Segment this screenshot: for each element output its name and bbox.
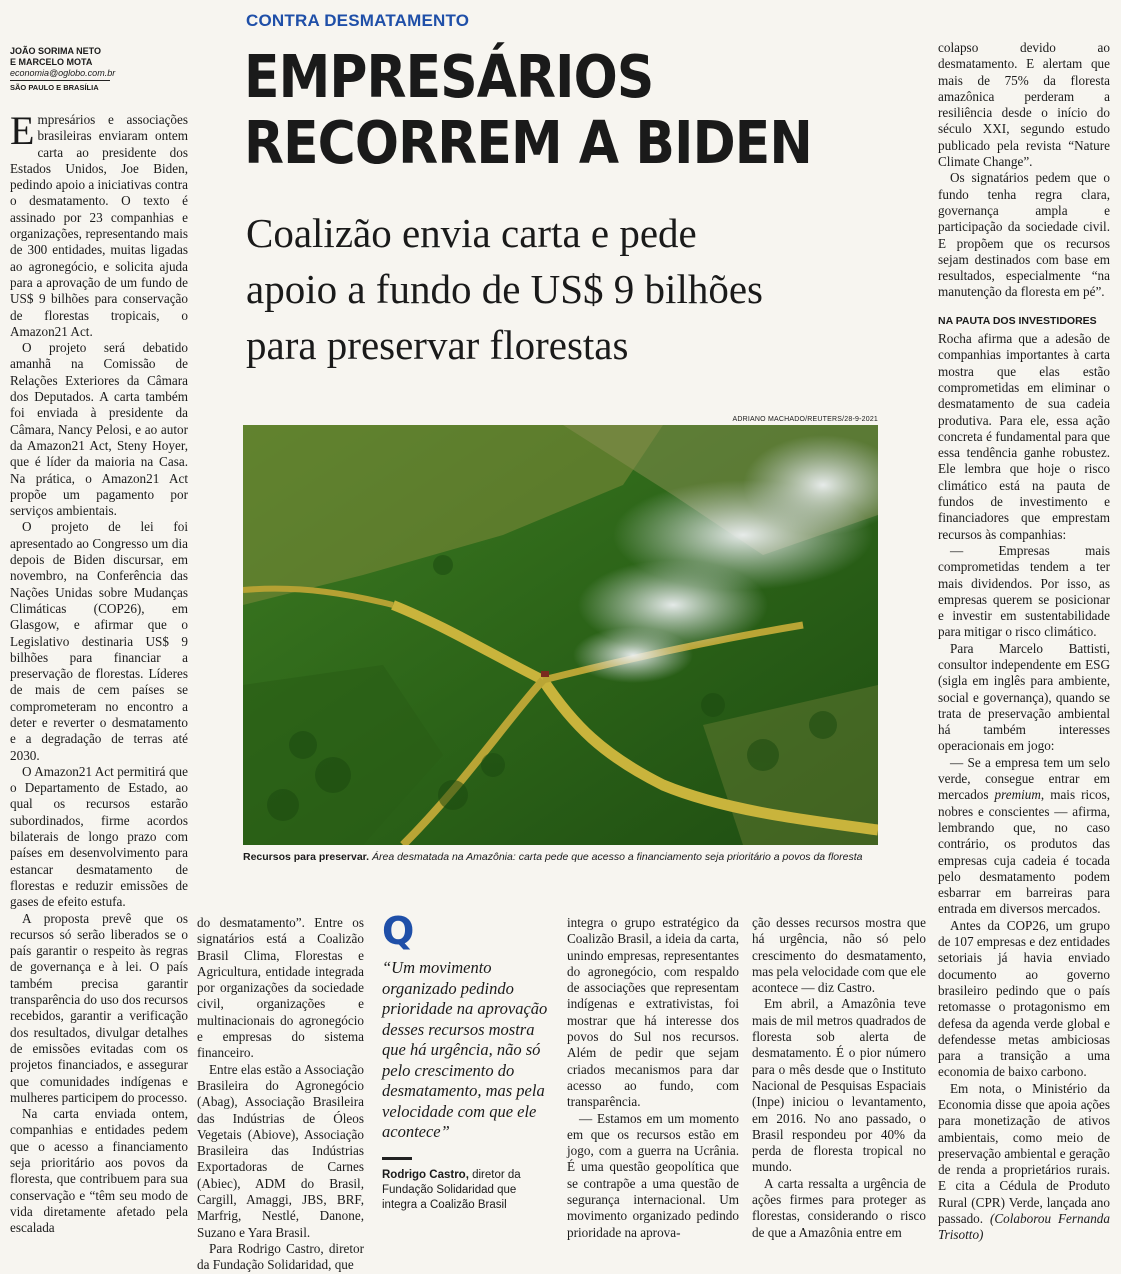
quote-author-name: Rodrigo Castro,: [382, 1168, 469, 1181]
col1-paragraph-3: O projeto de lei foi apresentado ao Congresso um dia depois de Biden discursar, em novembro, na Conferência das Nações Unidas sobre Mudanças Climáticas (COP26), em Glasgow, e afirmar que o Legislativo destinaria US$ 9 bilhões para financiar a preservação de florestas. Líderes de mais de cem países se comprometeram no encontro a deter e reverter o desmatamento e a degradação de terras até 2030.: [10, 519, 188, 763]
col6-paragraph-8: Em nota, o Ministério da Economia disse que apoia ações para monetização de ativos ambientais, como meio de preservação ambiental e geração de renda a proprietários rurais. E cita a Cédula de Produto Rural (CPR) Verde, lançada ano passado. (Colaborou Fernanda Trisotto): [938, 1080, 1110, 1243]
col2-paragraph-3: Para Rodrigo Castro, diretor da Fundação Solidaridad, que: [197, 1240, 364, 1273]
col1-paragraph-4: O Amazon21 Act permitirá que o Departamento de Estado, ao qual os recursos estarão subordinados, firme acordos bilaterais de longo prazo com países em desenvolvimento para estancar desmatamento de florestas e reduzir emissões de gases de efeito estufa.: [10, 763, 188, 910]
col6-paragraph-3: Rocha afirma que a adesão de companhias importantes à carta mostra que elas estão comprometidas em eliminar o desmatamento de sua cadeia produtiva. Para ele, essa ação concreta é fundamental para que essa tendência ganhe robustez. Ele lembra que hoje o risco climático está na pauta de fundos de investimento e financiadores que emprestam recursos às companhias:: [938, 331, 1110, 542]
col6-paragraph-7: Antes da COP26, um grupo de 107 empresas e dez entidades setoriais já havia enviado documento ao governo brasileiro pedindo que o país retomasse o protagonismo em defesa da agenda verde global e defendesse metas ambiciosas para a transição a uma economia de baixo carbono.: [938, 917, 1110, 1080]
byline-authors: JOÃO SORIMA NETO: [10, 46, 102, 56]
column-2: [197, 915, 364, 1274]
col6-paragraph-2: Os signatários pedem que o fundo tenha regra clara, governança ampla e participação da sociedade civil. E propõem que os recursos sejam destinados com base em resultados, especialmente “na manutenção da floresta em pé”.: [938, 170, 1110, 300]
headline-line-1: EMPRESÁRIOS: [244, 42, 654, 111]
col2-paragraph-1: do desmatamento”. Entre os signatários está a Coalizão Brasil Clima, Florestas e Agricultura, entidade integrada por organizações da sociedade civil, organizações e multinacionais do agronegócio e empresas do sistema financeiro.: [197, 915, 364, 1061]
drop-cap: E: [10, 108, 35, 153]
col2-paragraph-2: Entre elas estão a Associação Brasileira do Agronegócio (Abag), Associação Brasileira das Indústrias de Óleos Vegetais (Abiove), Associação Brasileira das Indústrias Exportadoras de Carnes (Abiec), ADM do Brasil, Cargill, Amaggi, JBS, BRF, Marfrig, Nestlé, Danone, Suzano e Yara Brasil.: [197, 1061, 364, 1240]
byline-location: SÃO PAULO E BRASÍLIA: [10, 83, 99, 92]
subhead-line-2: apoio a fundo de US$ 9 bilhões: [246, 266, 763, 312]
col6-paragraph-6: — Se a empresa tem um selo verde, consegue entrar em mercados premium, mais ricos, nobres e conscientes — afirma, lembrando que, no caso contrário, os produtos das empresas cuja cadeia é tocada pelo desmatamento podem esbarrar em barreiras para entrada em diversos mercados.: [938, 754, 1111, 917]
col4-paragraph-1: integra o grupo estratégico da Coalizão Brasil, a ideia da carta, unindo empresas, representantes do agronegócio, com respaldo de associações que representam indígenas e extrativistas, foi mostrar que há interesse dos povos do Sul nos recursos. Além de pedir que sejam criados mecanismos para dar acesso ao fundo, com transparência.: [567, 915, 739, 1110]
column-1: [10, 108, 188, 1236]
column-4: [567, 915, 739, 1241]
photo-caption: [243, 851, 862, 863]
byline: [10, 46, 116, 93]
col4-paragraph-2: — Estamos em um momento em que os recursos estão em jogo, com a guerra na Ucrânia. É uma questão geopolítica que se contrapõe a uma questão de segurança internacional. Um movimento organizado pedindo prioridade na aprova-: [567, 1110, 739, 1240]
kicker: CONTRA DESMATAMENTO: [246, 11, 470, 30]
col6-paragraph-4: — Empresas mais comprometidas tendem a ter mais dividendos. Por isso, as empresas querem se posicionar e investir em sustentabilidade para mitigar o risco climático.: [938, 542, 1110, 640]
vehicle-mark: [541, 671, 549, 677]
quote-author: [382, 1168, 550, 1213]
column-5: [752, 915, 926, 1241]
subhead-line-3: para preservar florestas: [246, 322, 629, 368]
byline-authors-2: E MARCELO MOTA: [10, 57, 93, 67]
deforestation-aerial-image: [243, 425, 878, 845]
byline-email[interactable]: economia@oglobo.com.br: [10, 68, 116, 78]
col1-paragraph-2: O projeto será debatido amanhã na Comissão de Relações Exteriores da Câmara dos Deputados. A carta também foi enviada à presidente da Câmara, Nancy Pelosi, e ao autor da Amazon21 Act, Steny Hoyer, que é líder da maioria na Casa. Na prática, o Amazon21 Act propõe um pagamento por serviços ambientais.: [10, 340, 188, 519]
quote-divider: [382, 1157, 412, 1160]
subhead-line-1: Coalizão envia carta e pede: [246, 210, 697, 256]
quote-icon: Q: [382, 909, 415, 953]
col6-paragraph-1: colapso devido ao desmatamento. E alertam que mais de 75% da floresta amazônica perderam a resiliência desde o início do século XXI, segundo estudo publicado pela revista “Nature Climate Change”.: [938, 40, 1110, 170]
col1-paragraph-6: Na carta enviada ontem, companhias e entidades pedem que o acesso a financiamento seja prioritário aos povos da floresta, que contribuem para sua conservação e “têm seu modo de vida diretamente afetado pela escalada: [10, 1106, 188, 1236]
col1-paragraph-1: mpresários e associações brasileiras enviaram ontem carta ao presidente dos Estados Unidos, Joe Biden, pedindo apoio a iniciativas contra o desmatamento. O texto é assinado por 23 companhias e organizações, representando mais de 300 entidades, muitas ligadas ao agronegócio, e solicita ajuda para a aprovação de um fundo de US$ 9 bilhões para conservação de florestas tropicais, o Amazon21 Act.: [10, 112, 188, 339]
subhead: [246, 205, 763, 373]
photo-credit: ADRIANO MACHADO/REUTERS/28-9-2021: [732, 416, 878, 423]
quote-text: “Um movimento organizado pedindo prioridade na aprovação desses recursos mostra que há urgência, não só pelo crescimento do desmatamento, mas pela velocidade com que ele acontece”: [382, 958, 548, 1141]
headline-line-2: RECORREM A BIDEN: [244, 108, 812, 177]
caption-text: Área desmatada na Amazônia: carta pede que acesso a financiamento seja prioritário a povos da floresta: [369, 851, 863, 863]
article-photo: [243, 425, 878, 845]
col5-paragraph-3: A carta ressalta a urgência de ações firmes para proteger as florestas, considerando o risco de que a Amazônia entre em: [752, 1175, 926, 1240]
col5-paragraph-2: Em abril, a Amazônia teve mais de mil metros quadrados de floresta sob alerta de desmatamento. É o pior número para o mês desde que o Instituto Nacional de Pesquisas Espaciais (Inpe) iniciou o levantamento, em 2016. No ano passado, o Brasil respondeu por 40% da perda de floresta tropical no mundo.: [752, 996, 926, 1175]
headline: [244, 44, 812, 176]
col6-paragraph-5: Para Marcelo Battisti, consultor independente em ESG (sigla em inglês para ambiente, social e governança), quando se trata de preservação ambiental há também interesses operacionais em jogo:: [938, 640, 1110, 754]
col1-paragraph-5: A proposta prevê que os recursos só serão liberados se o país garantir o respeito às regras de governança e à lei. O país também precisa garantir transparência do uso dos recursos recebidos, garantir a verificação dos resultados, divulgar detalhes de emissões evitadas com os projetos financiados, e assegurar que comunidades indígenas e mulheres participem do processo.: [10, 910, 188, 1105]
quote-author-role: diretor da Fundação Solidaridad que integra a Coalizão Brasil: [382, 1168, 521, 1211]
column-6: [938, 40, 1110, 1244]
col5-paragraph-1: ção desses recursos mostra que há urgência, não só pelo crescimento do desmatamento, mas pela velocidade com que ele acontece — diz Castro.: [752, 915, 926, 996]
pull-quote: [382, 909, 550, 1213]
section-title: NA PAUTA DOS INVESTIDORES: [938, 314, 1097, 327]
caption-title: Recursos para preservar.: [243, 851, 370, 863]
